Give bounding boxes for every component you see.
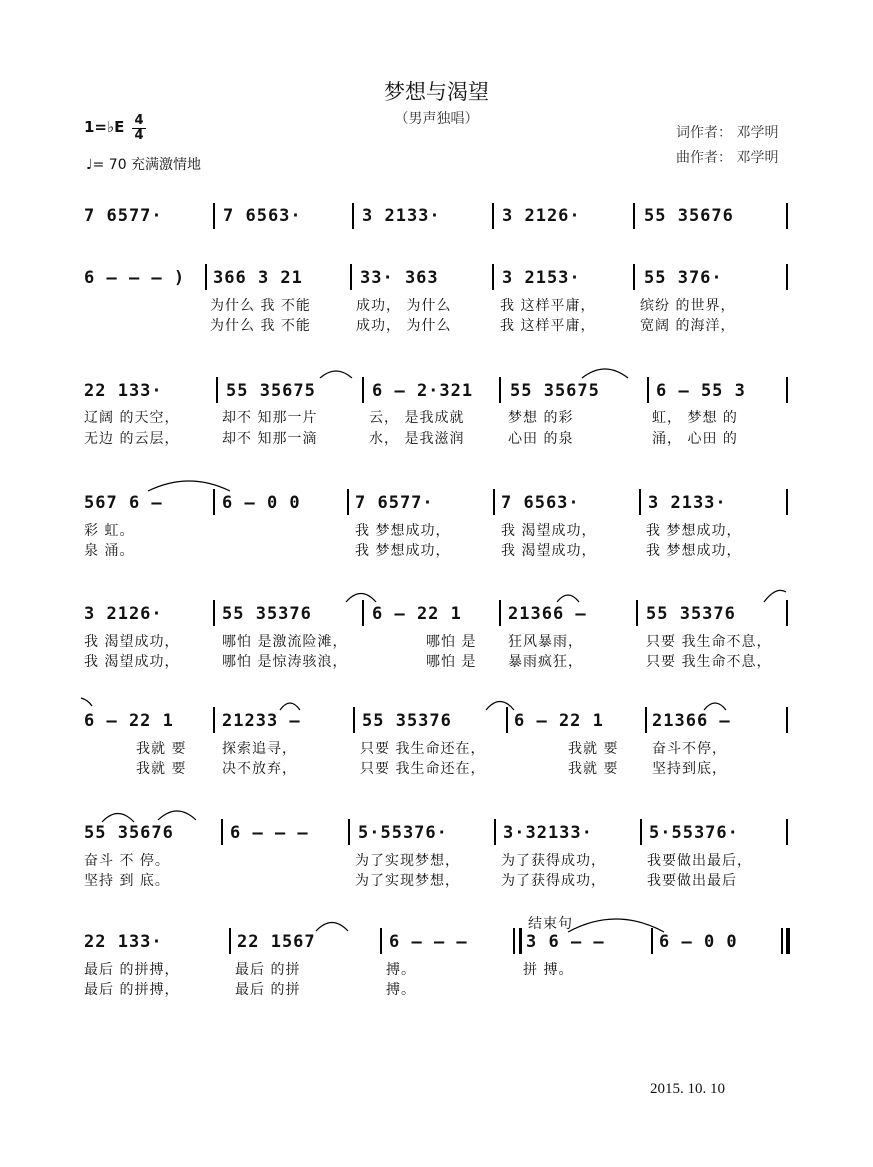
lyric: 搏。: [386, 962, 416, 978]
barline: [352, 203, 354, 229]
lyric: 我 这样平庸，: [500, 318, 596, 334]
lyric: 最后 的拼: [235, 982, 301, 998]
slur: [278, 698, 302, 712]
measure: 6 – – –: [230, 823, 309, 843]
measure: 55 35376: [222, 604, 312, 624]
lyric: 只要 我生命不息，: [646, 634, 772, 650]
measure: 3·32133·: [503, 823, 593, 843]
measure: 55 35376: [362, 711, 452, 731]
measure: 55 35675: [510, 381, 600, 401]
key-signature: 1=♭E: [84, 118, 125, 136]
lyric: 成功， 为什么: [356, 298, 452, 314]
barline: [213, 707, 215, 733]
slur: [100, 808, 136, 824]
measure: 6 – 55 3: [656, 381, 746, 401]
slur: [80, 696, 94, 708]
lyric: 哪怕 是: [426, 654, 477, 670]
lyric: 为了获得成功，: [501, 853, 606, 869]
tempo-marking: ♩= 70 充满激情地: [86, 157, 202, 173]
lyric: 梦想 的彩: [508, 410, 574, 426]
lyric: 我就 要: [136, 761, 187, 777]
lyric: 缤纷 的世界，: [640, 298, 736, 314]
lyric: 探索追寻，: [222, 741, 297, 757]
lyric: 心田 的泉: [508, 431, 574, 447]
lyric: 决不放弃，: [222, 761, 297, 777]
slur: [484, 696, 516, 712]
barline: [493, 489, 495, 515]
measure: 6 – 22 1: [372, 604, 462, 624]
lyric: 最后 的拼搏，: [84, 982, 180, 998]
lyric: 最后 的拼: [235, 962, 301, 978]
measure: 22 133·: [84, 381, 163, 401]
measure: 7 6563·: [501, 493, 580, 513]
lyric: 为了实现梦想，: [355, 853, 460, 869]
lyricist-credit: 词作者： 邓学明: [676, 125, 779, 141]
lyric: 我 梦想成功，: [355, 543, 451, 559]
measure: 5·55376·: [358, 823, 448, 843]
final-barline-thin: [781, 928, 783, 954]
measure: 55 35676: [84, 823, 174, 843]
barline: [348, 819, 350, 845]
tie: [146, 475, 232, 493]
slur: [318, 366, 354, 380]
barline: [221, 819, 223, 845]
lyric: 宽阔 的海洋，: [640, 318, 736, 334]
song-title: 梦想与渴望: [384, 80, 489, 104]
slur: [555, 590, 581, 604]
final-barline-thick: [786, 928, 790, 954]
time-signature-top: 4: [134, 113, 144, 128]
barline: [639, 489, 641, 515]
slur: [702, 698, 728, 712]
measure: 33· 363: [360, 268, 439, 288]
measure: 6 – 22 1: [514, 711, 604, 731]
lyric: 为什么 我 不能: [210, 298, 311, 314]
lyric: 我 渴望成功，: [84, 634, 180, 650]
barline: [786, 707, 788, 733]
measure: 6 – – – ): [84, 268, 186, 288]
time-signature-bottom: 4: [134, 128, 144, 143]
measure: 6 – 0 0: [659, 932, 738, 952]
time-signature: [132, 115, 146, 142]
lyric: 我 梦想成功，: [355, 523, 451, 539]
barline: [786, 377, 788, 403]
measure: 7 6577·: [84, 206, 163, 226]
barline: [499, 377, 501, 403]
measure: 3 6 – –: [526, 932, 605, 952]
barline: [633, 264, 635, 290]
measure: 22 1567: [237, 932, 316, 952]
barline: [636, 600, 638, 626]
lyric: 哪怕 是激流险滩，: [222, 634, 348, 650]
lyric: 我要做出最后: [647, 873, 737, 889]
lyric: 为了实现梦想，: [355, 873, 460, 889]
lyric: 狂风暴雨，: [508, 634, 583, 650]
lyric: 我要做出最后，: [647, 853, 752, 869]
measure: 7 6563·: [223, 206, 302, 226]
barline: [362, 377, 364, 403]
lyric: 涌， 心田 的: [652, 431, 738, 447]
lyric: 我 渴望成功，: [501, 543, 597, 559]
measure: 5·55376·: [649, 823, 739, 843]
lyric: 哪怕 是: [426, 634, 477, 650]
barline: [347, 489, 349, 515]
lyric: 虹， 梦想 的: [652, 410, 738, 426]
barline: [786, 264, 788, 290]
lyric: 我 这样平庸，: [500, 298, 596, 314]
lyric: 我 梦想成功，: [646, 523, 742, 539]
barline: [633, 203, 635, 229]
lyric: 泉 涌。: [84, 543, 135, 559]
lyric: 成功， 为什么: [356, 318, 452, 334]
lyric: 辽阔 的天空，: [84, 410, 180, 426]
barline: [213, 203, 215, 229]
lyric: 只要 我生命还在，: [360, 741, 486, 757]
lyric: 我 渴望成功，: [501, 523, 597, 539]
barline: [640, 819, 642, 845]
double-barline-thin: [519, 928, 522, 954]
lyric: 为什么 我 不能: [210, 318, 311, 334]
song-subtitle: （男声独唱）: [394, 111, 479, 127]
measure: 567 6 –: [84, 493, 163, 513]
measure: 6 – 2·321: [372, 381, 474, 401]
lyric: 只要 我生命不息，: [646, 654, 772, 670]
barline: [499, 600, 501, 626]
measure: 3 2153·: [502, 268, 581, 288]
barline: [229, 928, 231, 954]
lyric: 奋斗 不 停。: [84, 853, 170, 869]
composer-credit: 曲作者： 邓学明: [676, 150, 779, 166]
slur: [314, 917, 350, 933]
lyric: 无边 的云层，: [84, 431, 180, 447]
measure: 55 35676: [644, 206, 734, 226]
barline: [350, 264, 352, 290]
barline: [645, 707, 647, 733]
lyric: 我 渴望成功，: [84, 654, 180, 670]
lyric: 搏。: [386, 982, 416, 998]
measure: 3 2126·: [84, 604, 163, 624]
barline: [216, 377, 218, 403]
barline: [205, 264, 207, 290]
barline: [494, 819, 496, 845]
measure: 55 376·: [644, 268, 723, 288]
lyric: 坚持 到 底。: [84, 873, 170, 889]
measure: 55 35376: [646, 604, 736, 624]
measure: 55 35675: [226, 381, 316, 401]
measure: 3 2133·: [648, 493, 727, 513]
slur: [762, 588, 788, 604]
date: 2015. 10. 10: [650, 1081, 725, 1097]
barline: [380, 928, 382, 954]
measure: 3 2126·: [502, 206, 581, 226]
slur: [344, 588, 378, 604]
lyric: 为了获得成功，: [501, 873, 606, 889]
lyric: 云， 是我成就: [369, 410, 465, 426]
barline: [651, 928, 653, 954]
lyric: 坚持到底，: [652, 761, 727, 777]
ending-label: 结束句: [528, 916, 573, 932]
measure: 21366 –: [508, 604, 587, 624]
slur: [580, 364, 630, 380]
lyric: 奋斗不停，: [652, 741, 727, 757]
barline: [647, 377, 649, 403]
measure: 6 – 22 1: [84, 711, 174, 731]
lyric: 最后 的拼搏，: [84, 962, 180, 978]
measure: 6 – – –: [389, 932, 468, 952]
barline: [786, 203, 788, 229]
barline: [786, 489, 788, 515]
lyric: 拼 搏。: [523, 962, 574, 978]
barline: [786, 819, 788, 845]
measure: 22 133·: [84, 932, 163, 952]
barline: [353, 707, 355, 733]
lyric: 我就 要: [568, 761, 619, 777]
measure: 21366 –: [652, 711, 731, 731]
barline: [213, 600, 215, 626]
barline: [492, 203, 494, 229]
lyric: 彩 虹。: [84, 523, 135, 539]
measure: 7 6577·: [355, 493, 434, 513]
lyric: 暴雨疯狂，: [508, 654, 583, 670]
barline: [492, 264, 494, 290]
lyric: 我就 要: [136, 741, 187, 757]
lyric: 却不 知那一滴: [222, 431, 318, 447]
lyric: 只要 我生命还在，: [360, 761, 486, 777]
lyric: 哪怕 是惊涛骇浪，: [222, 654, 348, 670]
double-barline-thick: [513, 928, 515, 954]
lyric: 我就 要: [568, 741, 619, 757]
measure: 3 2133·: [362, 206, 441, 226]
lyric: 水， 是我滋润: [369, 431, 465, 447]
lyric: 却不 知那一片: [222, 410, 318, 426]
measure: 366 3 21: [213, 268, 303, 288]
slur: [156, 806, 198, 822]
lyric: 我 梦想成功，: [646, 543, 742, 559]
measure: 6 – 0 0: [222, 493, 301, 513]
measure: 21233 –: [222, 711, 301, 731]
